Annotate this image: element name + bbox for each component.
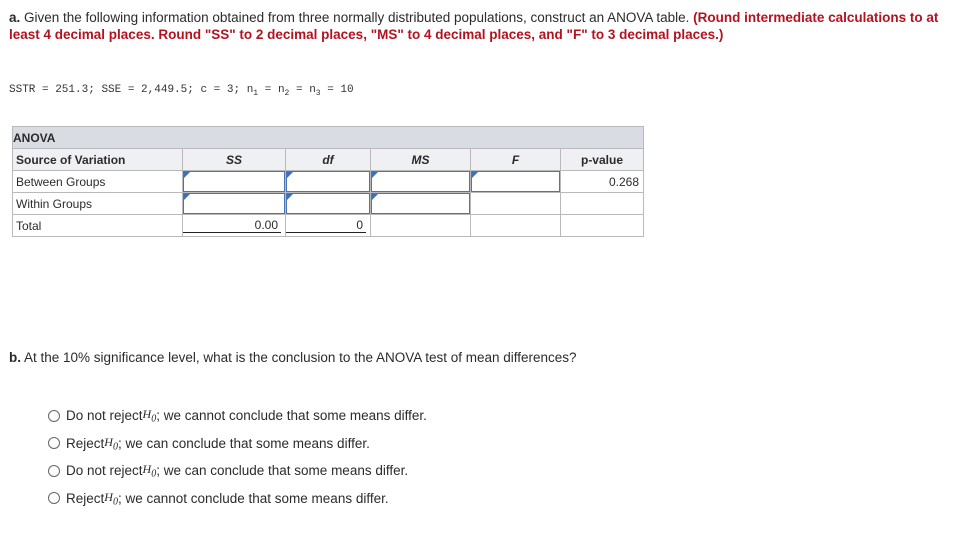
sse-value: SSE = 2,449.5;	[101, 84, 194, 96]
part-b-text: At the 10% significance level, what is the conclusion to the ANOVA test of mean differences?	[21, 350, 577, 365]
n-value: = 10	[327, 84, 354, 96]
within-ms-input[interactable]	[371, 193, 470, 214]
radio-button[interactable]	[48, 492, 60, 504]
between-p-value: 0.268	[561, 171, 644, 193]
total-p-cell	[561, 215, 644, 237]
h-letter: H	[104, 489, 113, 504]
given-values	[9, 84, 354, 98]
table-header-row	[13, 149, 644, 171]
between-ms-input[interactable]	[371, 171, 470, 192]
anova-table	[12, 126, 644, 237]
n1-symbol: n	[246, 84, 254, 96]
row-within-label: Within Groups	[13, 193, 183, 215]
h0-symbol	[143, 407, 157, 424]
table-title-row	[13, 127, 644, 149]
header-source: Source of Variation	[13, 149, 183, 171]
header-df: df	[286, 149, 371, 171]
h0-symbol	[143, 462, 157, 479]
h-sub: 0	[112, 495, 118, 507]
option-text: ; we can conclude that some means differ.	[156, 463, 409, 479]
radio-button[interactable]	[48, 437, 60, 449]
total-ms-cell	[371, 215, 471, 237]
option-text: ; we cannot conclude that some means differ.	[156, 408, 427, 424]
option-text: ; we cannot conclude that some means differ.	[117, 490, 389, 506]
part-b-label: b.	[9, 350, 21, 365]
option-text: ; we can conclude that some means differ.	[117, 435, 370, 451]
part-a-text: Given the following information obtained from three normally distributed populations, construct an ANOVA table.	[20, 10, 694, 25]
h-sub: 0	[151, 413, 157, 425]
total-ss-value: 0.00	[183, 218, 281, 233]
h-sub: 0	[151, 468, 157, 480]
eq-1: =	[264, 84, 272, 96]
n3-sub: 3	[315, 89, 321, 99]
n2-symbol: n	[277, 84, 285, 96]
between-ss-input[interactable]	[183, 171, 285, 192]
within-ss-input[interactable]	[183, 193, 285, 214]
conclusion-options	[48, 402, 427, 512]
header-ms: MS	[371, 149, 471, 171]
option-do-not-reject-can[interactable]	[48, 457, 427, 485]
radio-button[interactable]	[48, 410, 60, 422]
h-letter: H	[142, 462, 152, 477]
c-value: c = 3;	[200, 84, 241, 96]
n1-sub: 1	[253, 89, 259, 99]
part-a-label: a.	[9, 10, 21, 25]
sstr-value: SSTR = 251.3;	[9, 84, 95, 96]
table-row	[13, 193, 644, 215]
within-f-cell	[471, 193, 561, 215]
table-title: ANOVA	[13, 127, 644, 149]
option-text: Do not reject	[66, 463, 143, 479]
row-between-label: Between Groups	[13, 171, 183, 193]
option-reject-can[interactable]	[48, 430, 427, 458]
question-part-a	[9, 9, 939, 43]
row-total-label: Total	[13, 215, 183, 237]
n3-symbol: n	[309, 84, 316, 96]
h-letter: H	[104, 434, 113, 449]
question-part-b	[9, 350, 577, 365]
option-text: Reject	[66, 490, 105, 506]
table-row	[13, 215, 644, 237]
header-f: F	[471, 149, 561, 171]
option-do-not-reject-cannot[interactable]	[48, 402, 427, 430]
h-letter: H	[142, 407, 152, 422]
between-f-input[interactable]	[471, 171, 560, 192]
h-sub: 0	[112, 440, 118, 452]
option-reject-cannot[interactable]	[48, 485, 427, 513]
h0-symbol	[104, 435, 118, 452]
header-ss: SS	[183, 149, 286, 171]
h0-symbol	[104, 490, 118, 507]
total-f-cell	[471, 215, 561, 237]
header-p-value: p-value	[561, 149, 644, 171]
eq-2: =	[295, 84, 303, 96]
table-row	[13, 171, 644, 193]
total-df-value: 0	[286, 218, 366, 233]
n2-sub: 2	[284, 89, 290, 99]
within-df-input[interactable]	[286, 193, 370, 214]
within-p-cell	[561, 193, 644, 215]
option-text: Reject	[66, 435, 105, 451]
radio-button[interactable]	[48, 465, 60, 477]
between-df-input[interactable]	[286, 171, 370, 192]
option-text: Do not reject	[66, 408, 143, 424]
rounding-instruction: (Round intermediate calculations to at least 4 decimal places. Round "SS" to 2 decimal places, "MS" to 4 decimal places, and "F" to 3 decimal places.)	[9, 10, 939, 42]
